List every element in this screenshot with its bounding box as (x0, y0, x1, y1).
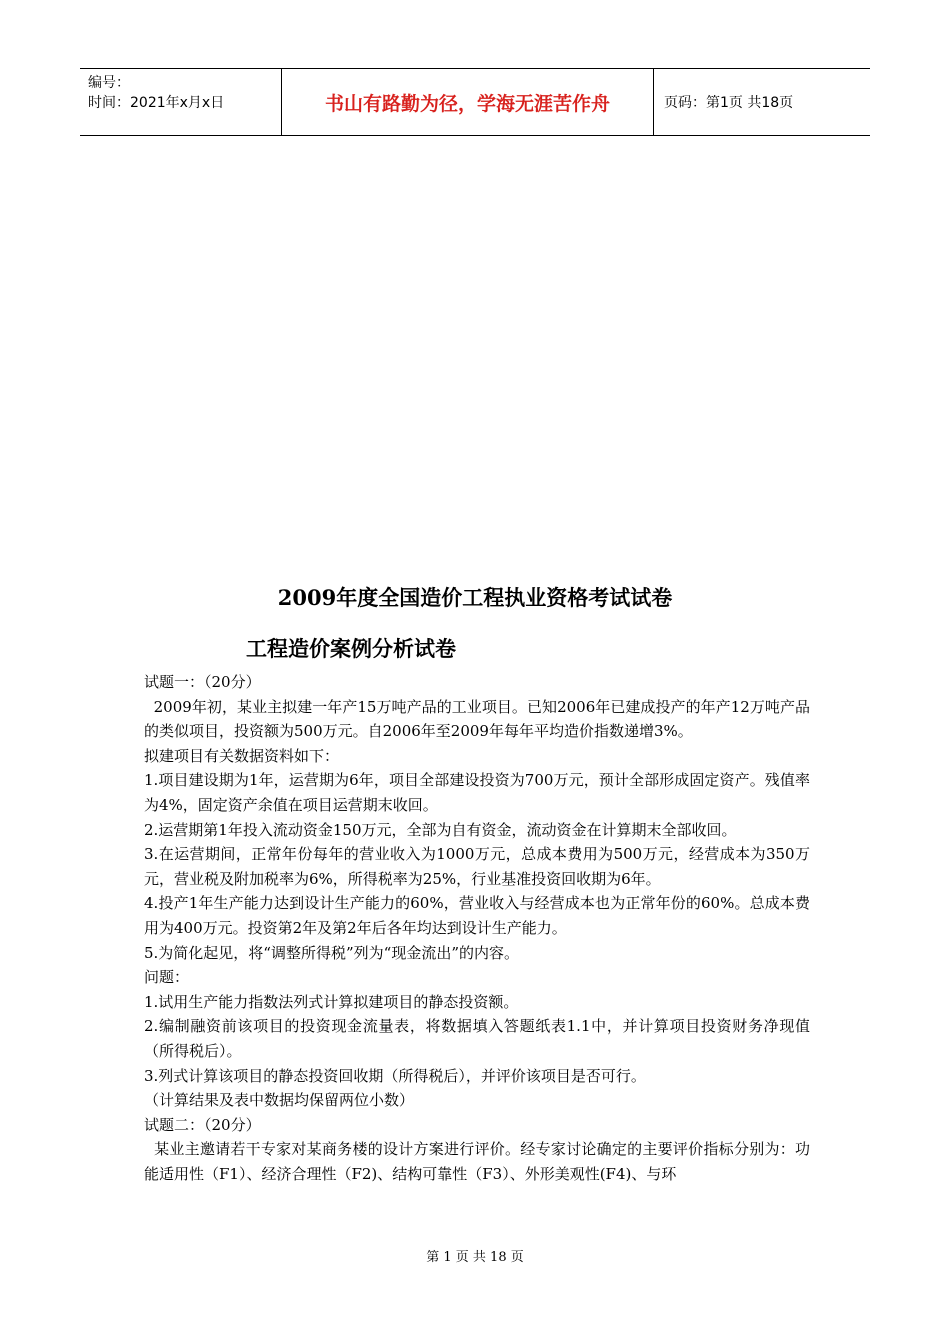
paragraph: 4.投产1年生产能力达到设计生产能力的60%，营业收入与经营成本也为正常年份的60%。总成本费用为400万元。投资第2年及第2年后各年均达到设计生产能力。 (144, 894, 810, 937)
paragraph: 1.试用生产能力指数法列式计算拟建项目的静态投资额。 (144, 992, 519, 1011)
document-time: 时间：2021年x月x日 (88, 95, 225, 111)
paragraph: 3.在运营期间，正常年份每年的营业收入为1000万元，总成本费用为500万元，经营成本为350万元，营业税及附加税率为6%，所得税率为25%，行业基准投资回收期为6年。 (144, 845, 810, 888)
page-footer: 第 1 页 共 18 页 (426, 1250, 524, 1265)
paragraph: 试题一：（20分） (144, 673, 261, 691)
paragraph: （计算结果及表中数据均保留两位小数） (144, 1091, 415, 1110)
header-page-info: 页码：第1页 共18页 (664, 95, 794, 111)
paragraph: 拟建项目有关数据资料如下： (144, 746, 340, 765)
document-number-label: 编号： (88, 75, 130, 91)
paragraph: 某业主邀请若干专家对某商务楼的设计方案进行评价。经专家讨论确定的主要评价指标分别为：功能适用性（F1）、经济合理性（F2)、结构可靠性（F3）、外形美观性(F4)、与环 (144, 1140, 810, 1183)
paragraph: 2.编制融资前该项目的投资现金流量表，将数据填入答题纸表1.1中，并计算项目投资财务净现值（所得税后）。 (144, 1017, 810, 1060)
page-header (80, 68, 870, 136)
paragraph: 2009年初，某业主拟建一年产15万吨产品的工业项目。已知2006年已建成投产的年产12万吨产品的类似项目，投资额为500万元。自2006年至2009年每年平均造价指数递增3%。 (144, 697, 810, 741)
paragraph: 3.列式计算该项目的静态投资回收期（所得税后），并评价该项目是否可行。 (144, 1066, 646, 1085)
document-subtitle: 工程造价案例分析试卷 (246, 636, 456, 661)
document-body (144, 670, 810, 1186)
document-title: 2009年度全国造价工程执业资格考试试卷 (277, 585, 673, 610)
header-motto: 书山有路勤为径，学海无涯苦作舟 (282, 69, 654, 135)
header-left-cell (80, 69, 282, 135)
paragraph: 1.项目建设期为1年，运营期为6年，项目全部建设投资为700万元，预计全部形成固定资产。残值率为4%，固定资产余值在项目运营期末收回。 (144, 771, 810, 814)
paragraph: 2.运营期第1年投入流动资金150万元，全部为自有资金，流动资金在计算期末全部收回。 (144, 820, 737, 839)
paragraph: 5.为简化起见，将“调整所得税”列为“现金流出”的内容。 (144, 943, 519, 962)
paragraph: 试题二：（20分） (144, 1115, 261, 1134)
paragraph: 问题： (144, 968, 190, 987)
